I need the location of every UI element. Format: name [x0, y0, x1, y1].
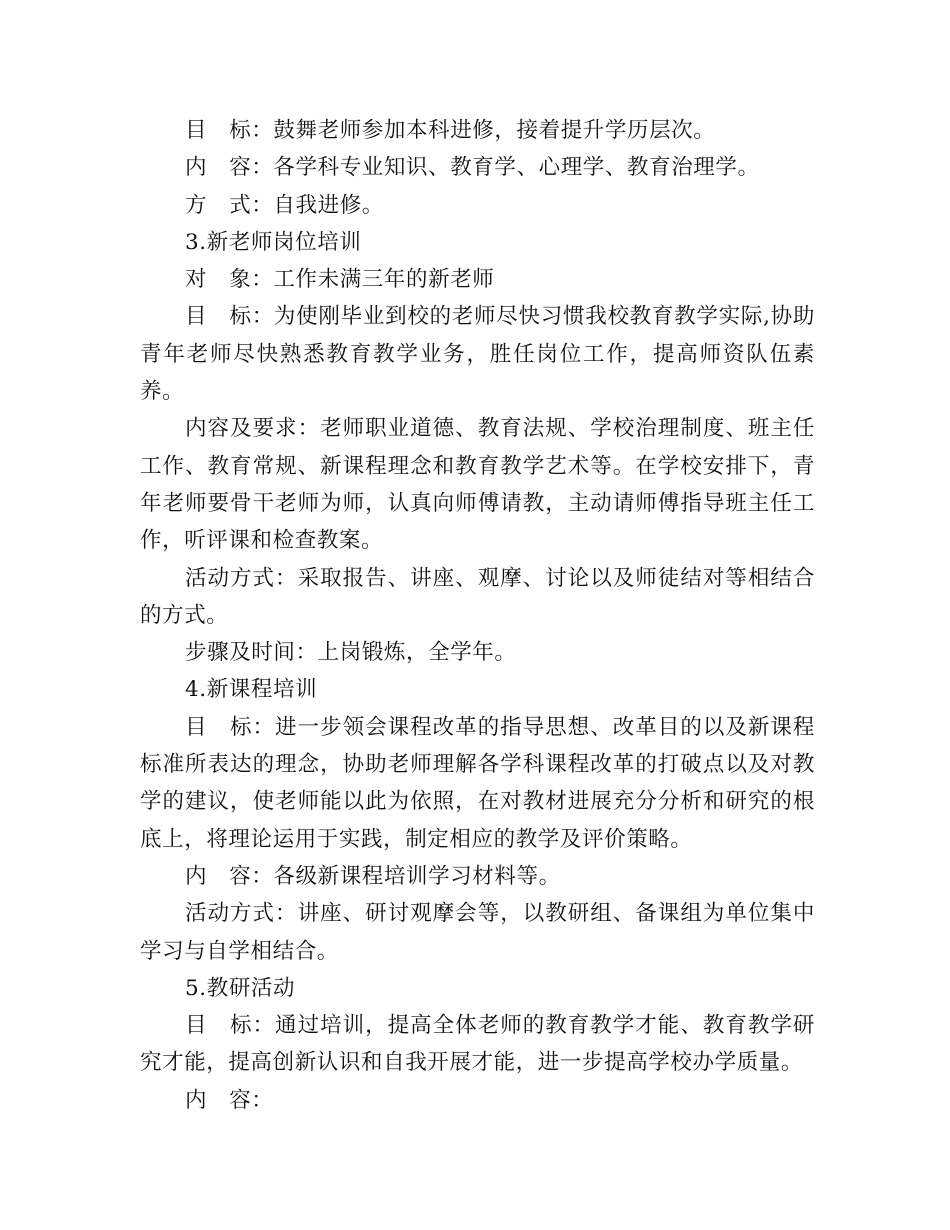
- paragraph-content-degree: 内 容：各学科专业知识、教育学、心理学、教育治理学。: [185, 155, 760, 181]
- paragraph-activity-curriculum: 活动方式：讲座、研讨观摩会等，以教研组、备课组为单位集中学习与自学相结合。: [140, 901, 815, 964]
- section-heading-research-activity: 5.教研活动: [185, 975, 296, 1001]
- paragraph-steps-new-teacher: 步骤及时间：上岗锻炼，全学年。: [185, 640, 517, 666]
- paragraph-goal-research: 目 标：通过培训，提高全体老师的教育教学才能、教育教学研究才能，提高创新认识和自我开展才能，进一步提高学校办学质量。: [140, 1013, 815, 1076]
- paragraph-content-curriculum: 内 容：各级新课程培训学习材料等。: [185, 863, 561, 889]
- paragraph-content-research: 内 容：: [185, 1087, 274, 1113]
- paragraph-activity-new-teacher: 活动方式：采取报告、讲座、观摩、讨论以及师徒结对等相结合的方式。: [140, 565, 815, 628]
- paragraph-goal-curriculum: 目 标：进一步领会课程改革的指导思想、改革目的以及新课程标准所表达的理念，协助老师理解各学科课程改革的打破点以及对教学的建议，使老师能以此为依照，在对教材进展充分分析和研究的根底上，将理论运用于实践，制定相应的教学及评价策略。: [140, 714, 815, 852]
- paragraph-target-new-teacher: 对 象：工作未满三年的新老师: [185, 267, 495, 293]
- paragraph-goal-new-teacher: 目 标：为使刚毕业到校的老师尽快习惯我校教育教学实际,协助青年老师尽快熟悉教育教学业务，胜任岗位工作，提高师资队伍素养。: [140, 304, 815, 405]
- paragraph-method-degree: 方 式：自我进修。: [185, 192, 384, 218]
- paragraph-requirements-new-teacher: 内容及要求：老师职业道德、教育法规、学校治理制度、班主任工作、教育常规、新课程理念和教育教学艺术等。在学校安排下，青年老师要骨干老师为师，认真向师傅请教，主动请师傅指导班主任工作，听评课和检查教案。: [140, 416, 815, 554]
- section-heading-new-teacher-training: 3.新老师岗位培训: [185, 229, 362, 255]
- document-body: [140, 112, 815, 1119]
- paragraph-goal-degree: 目 标：鼓舞老师参加本科进修，接着提升学历层次。: [185, 118, 716, 143]
- section-heading-new-curriculum-training: 4.新课程培训: [185, 677, 318, 703]
